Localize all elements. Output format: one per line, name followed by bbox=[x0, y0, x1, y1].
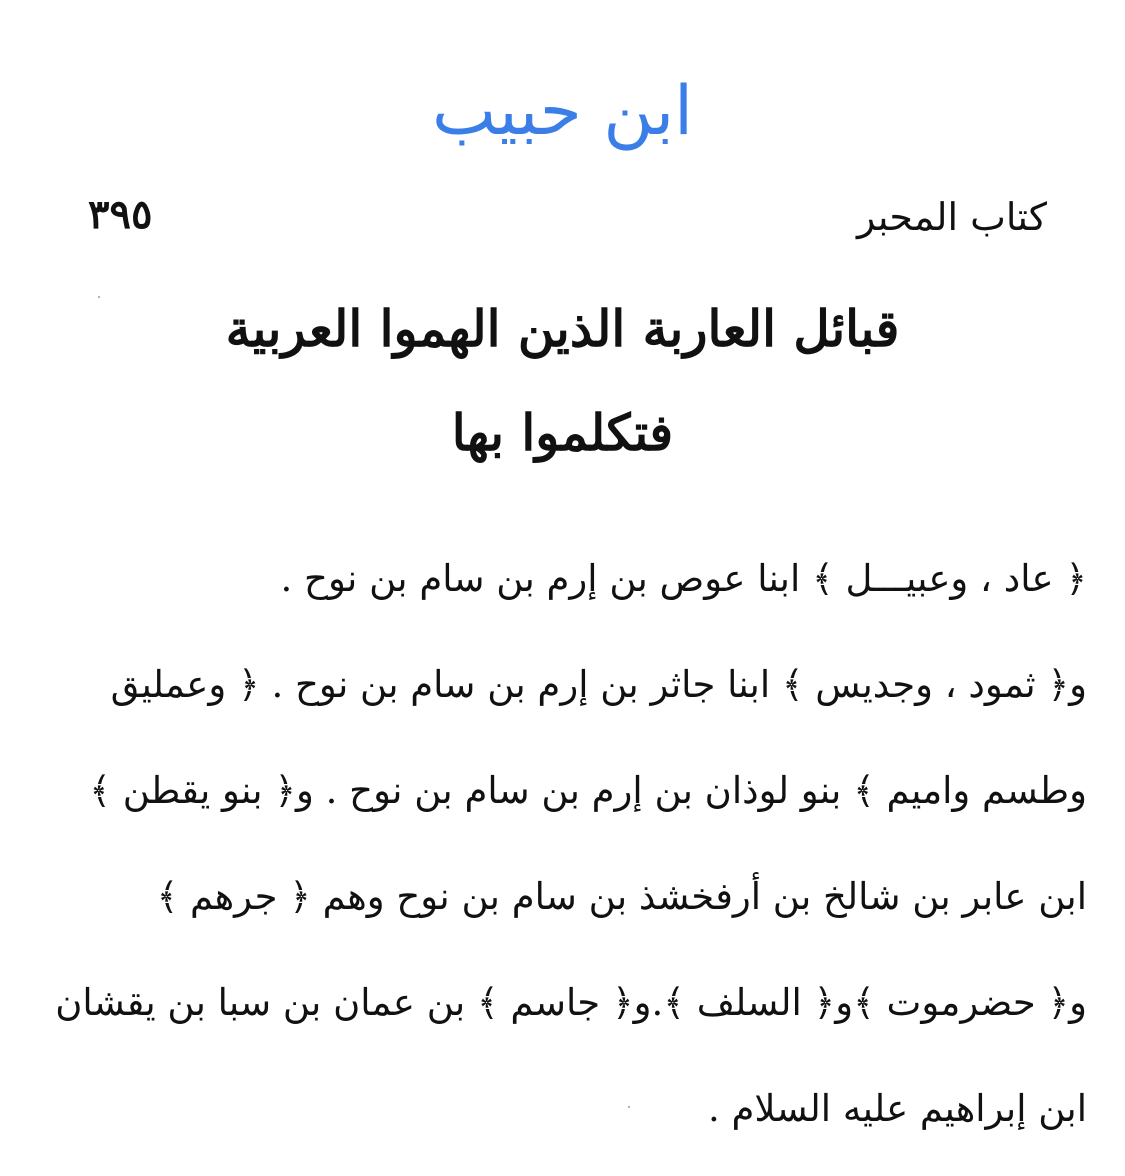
body-line-6: ابن إبراهيم عليه السلام . bbox=[708, 1087, 1087, 1130]
page-number: ٣٩٥ bbox=[88, 191, 153, 238]
body-line-5: و﴿ حضرموت ﴾و﴿ السلف ﴾.و﴿ جاسم ﴾ بن عمان بن سبا بن يقشان bbox=[55, 981, 1087, 1024]
paper-speck bbox=[628, 1106, 630, 1108]
body-line-4: ابن عابر بن شالخ بن أرفخشذ بن سام بن نوح وهم ﴿ جرهم ﴾ bbox=[156, 875, 1087, 918]
body-text bbox=[37, 526, 1087, 1162]
body-line-3: وطسم واميم ﴾ بنو لوذان بن إرم بن سام بن نوح . و﴿ بنو يقطن ﴾ bbox=[89, 769, 1087, 812]
section-heading-line-2: فتكلموا بها bbox=[451, 403, 674, 462]
running-head: كتاب المحبر bbox=[856, 195, 1047, 239]
body-line-1: ﴿ عاد ، وعبيـــل ﴾ ابنا عوص بن إرم بن سام بن نوح . bbox=[280, 557, 1087, 600]
body-line-2: و﴿ ثمود ، وجديس ﴾ ابنا جاثر بن إرم بن سام بن نوح . ﴿ وعمليق bbox=[110, 663, 1087, 706]
overlay-title: ابن حبيب bbox=[431, 72, 694, 151]
paper-speck bbox=[98, 296, 100, 298]
section-heading-line-1: قبائل العاربة الذين الهموا العربية bbox=[225, 299, 900, 358]
